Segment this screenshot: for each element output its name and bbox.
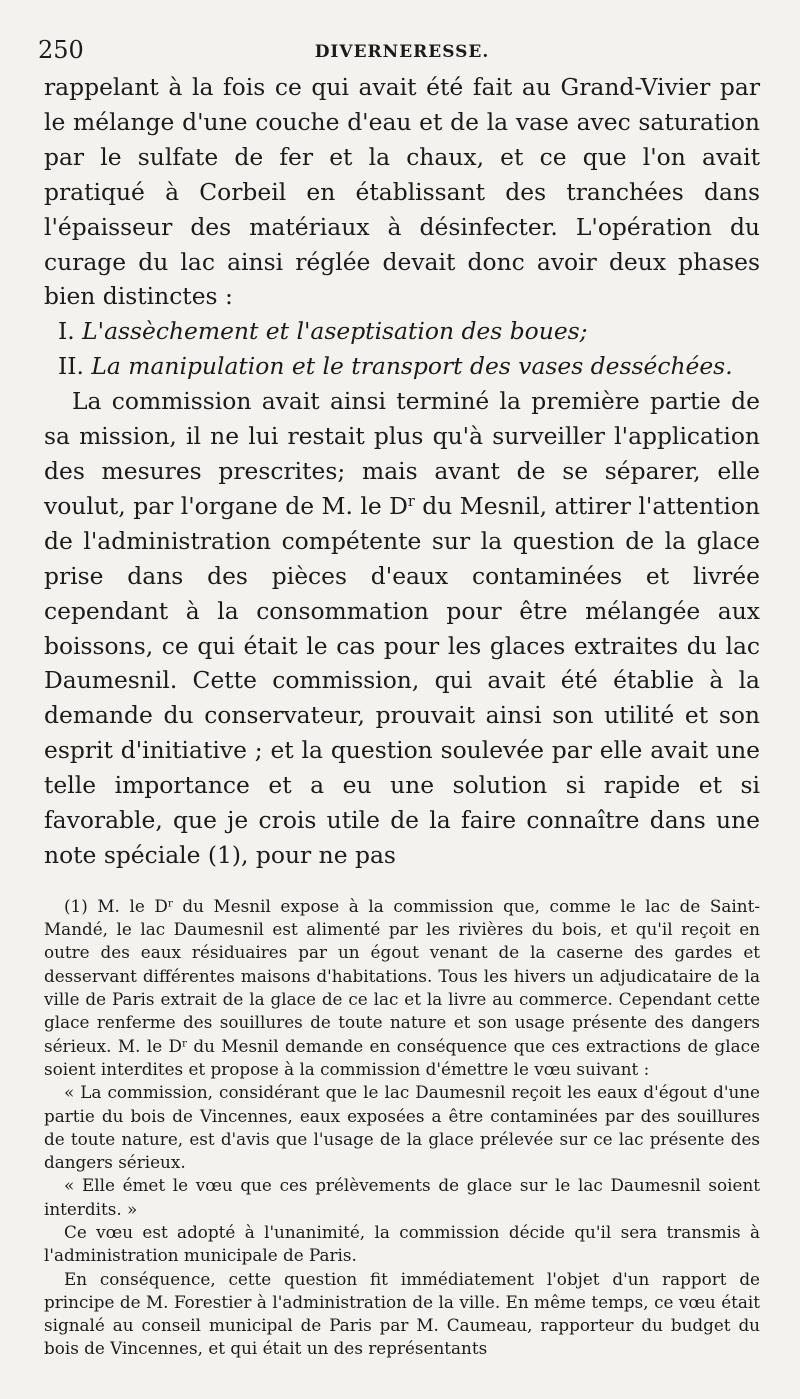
list-item-2-text: La manipulation et le transport des vases desséchées. (91, 352, 733, 381)
list-item-1-number: I. (58, 317, 75, 346)
footnote-1 (44, 895, 760, 1081)
paragraph-commission-part-b: du Mesnil, attirer l'attention de l'administration compétente sur la question de la glace prise dans des pièces d'eaux contaminées et livrée cependant à la consommation pour être mélangée aux boissons, ce qui était le cas pour les glaces extraites du lac Daumesnil. Cette commission, qui avait été établie à la demande du conservateur, prouvait ainsi son utilité et son esprit d'initiative ; et la question soulevée par elle avait une telle importance et a eu une solution si rapide et si favorable, que je crois utile de la faire connaître dans une note spéciale (1), pour ne pas (44, 491, 760, 869)
footnote-1-part-b: du Mesnil expose à la commission que, comme le lac de Saint-Mandé, le lac Daumesnil est alimenté par les rivières du bois, et qu'il reçoit en outre des eaux résiduaires par un égout venant de la caserne des gardes et desservant différentes maisons d'habitations. Tous les hivers un adjudicataire de la ville de Paris extrait de la glace de ce lac et la livre au commerce. Cependant cette glace renferme des souillures de toute nature et son usage présente des dangers sérieux. M. le D (44, 895, 761, 1056)
main-text (44, 70, 760, 873)
list-item-1-text: L'assèchement et l'aseptisation des boues; (82, 317, 588, 346)
footnote-quote-2: « Elle émet le vœu que ces prélèvements de glace sur le lac Daumesnil soient interdits. » (44, 1175, 760, 1219)
footnotes (44, 895, 760, 1361)
footnote-consequence: En conséquence, cette question fit immédiatement l'objet d'un rapport de principe de M. Forestier à l'administration de la ville. En même temps, ce vœu était signalé au conseil municipal de Paris par M. Caumeau, rapporteur du budget du bois de Vincennes, et qui était un des représentants (44, 1268, 760, 1359)
footnote-1-part-c: du Mesnil demande en conséquence que ces extractions de glace soient interdites et propose à la commission d'émettre le vœu suivant : (44, 1035, 760, 1079)
running-title: DIVERNERESSE. (314, 42, 490, 62)
list-item-2 (44, 349, 760, 384)
footnote-1-part-a: (1) M. le D (64, 895, 168, 916)
page-number: 250 (38, 36, 84, 64)
footnote-superscript-r-2: r (182, 1036, 187, 1049)
list-item-2-number: II. (58, 352, 84, 381)
superscript-r: r (407, 493, 415, 510)
paragraph-commission (44, 384, 760, 873)
footnote-superscript-r-1: r (167, 897, 173, 910)
footnote-quote-1: « La commission, considérant que le lac Daumesnil reçoit les eaux d'égout d'une partie du bois de Vincennes, eaux exposées a être contaminées par des souillures de toute nature, est d'avis que l'usage de la glace prélevée sur ce lac présente des dangers sérieux. (44, 1082, 760, 1173)
footnote-adoption: Ce vœu est adopté à l'unanimité, la commission décide qu'il sera transmis à l'administration municipale de Paris. (44, 1222, 760, 1266)
paragraph-continuation: rappelant à la fois ce qui avait été fait au Grand-Vivier par le mélange d'une couche d'eau et de la vase avec saturation par le sulfate de fer et la chaux, et ce que l'on avait pratiqué à Corbeil en établissant des tranchées dans l'épaisseur des matériaux à désinfecter. L'opération du curage du lac ainsi réglée devait donc avoir deux phases bien distinctes : (44, 73, 760, 311)
list-item-1 (44, 314, 760, 349)
paragraph-commission-part-a: La commission avait ainsi terminé la première partie de sa mission, il ne lui restait plus qu'à surveiller l'application des mesures prescrites; mais avant de se séparer, elle voulut, par l'organe de M. le D (44, 387, 760, 520)
running-head (38, 28, 760, 70)
